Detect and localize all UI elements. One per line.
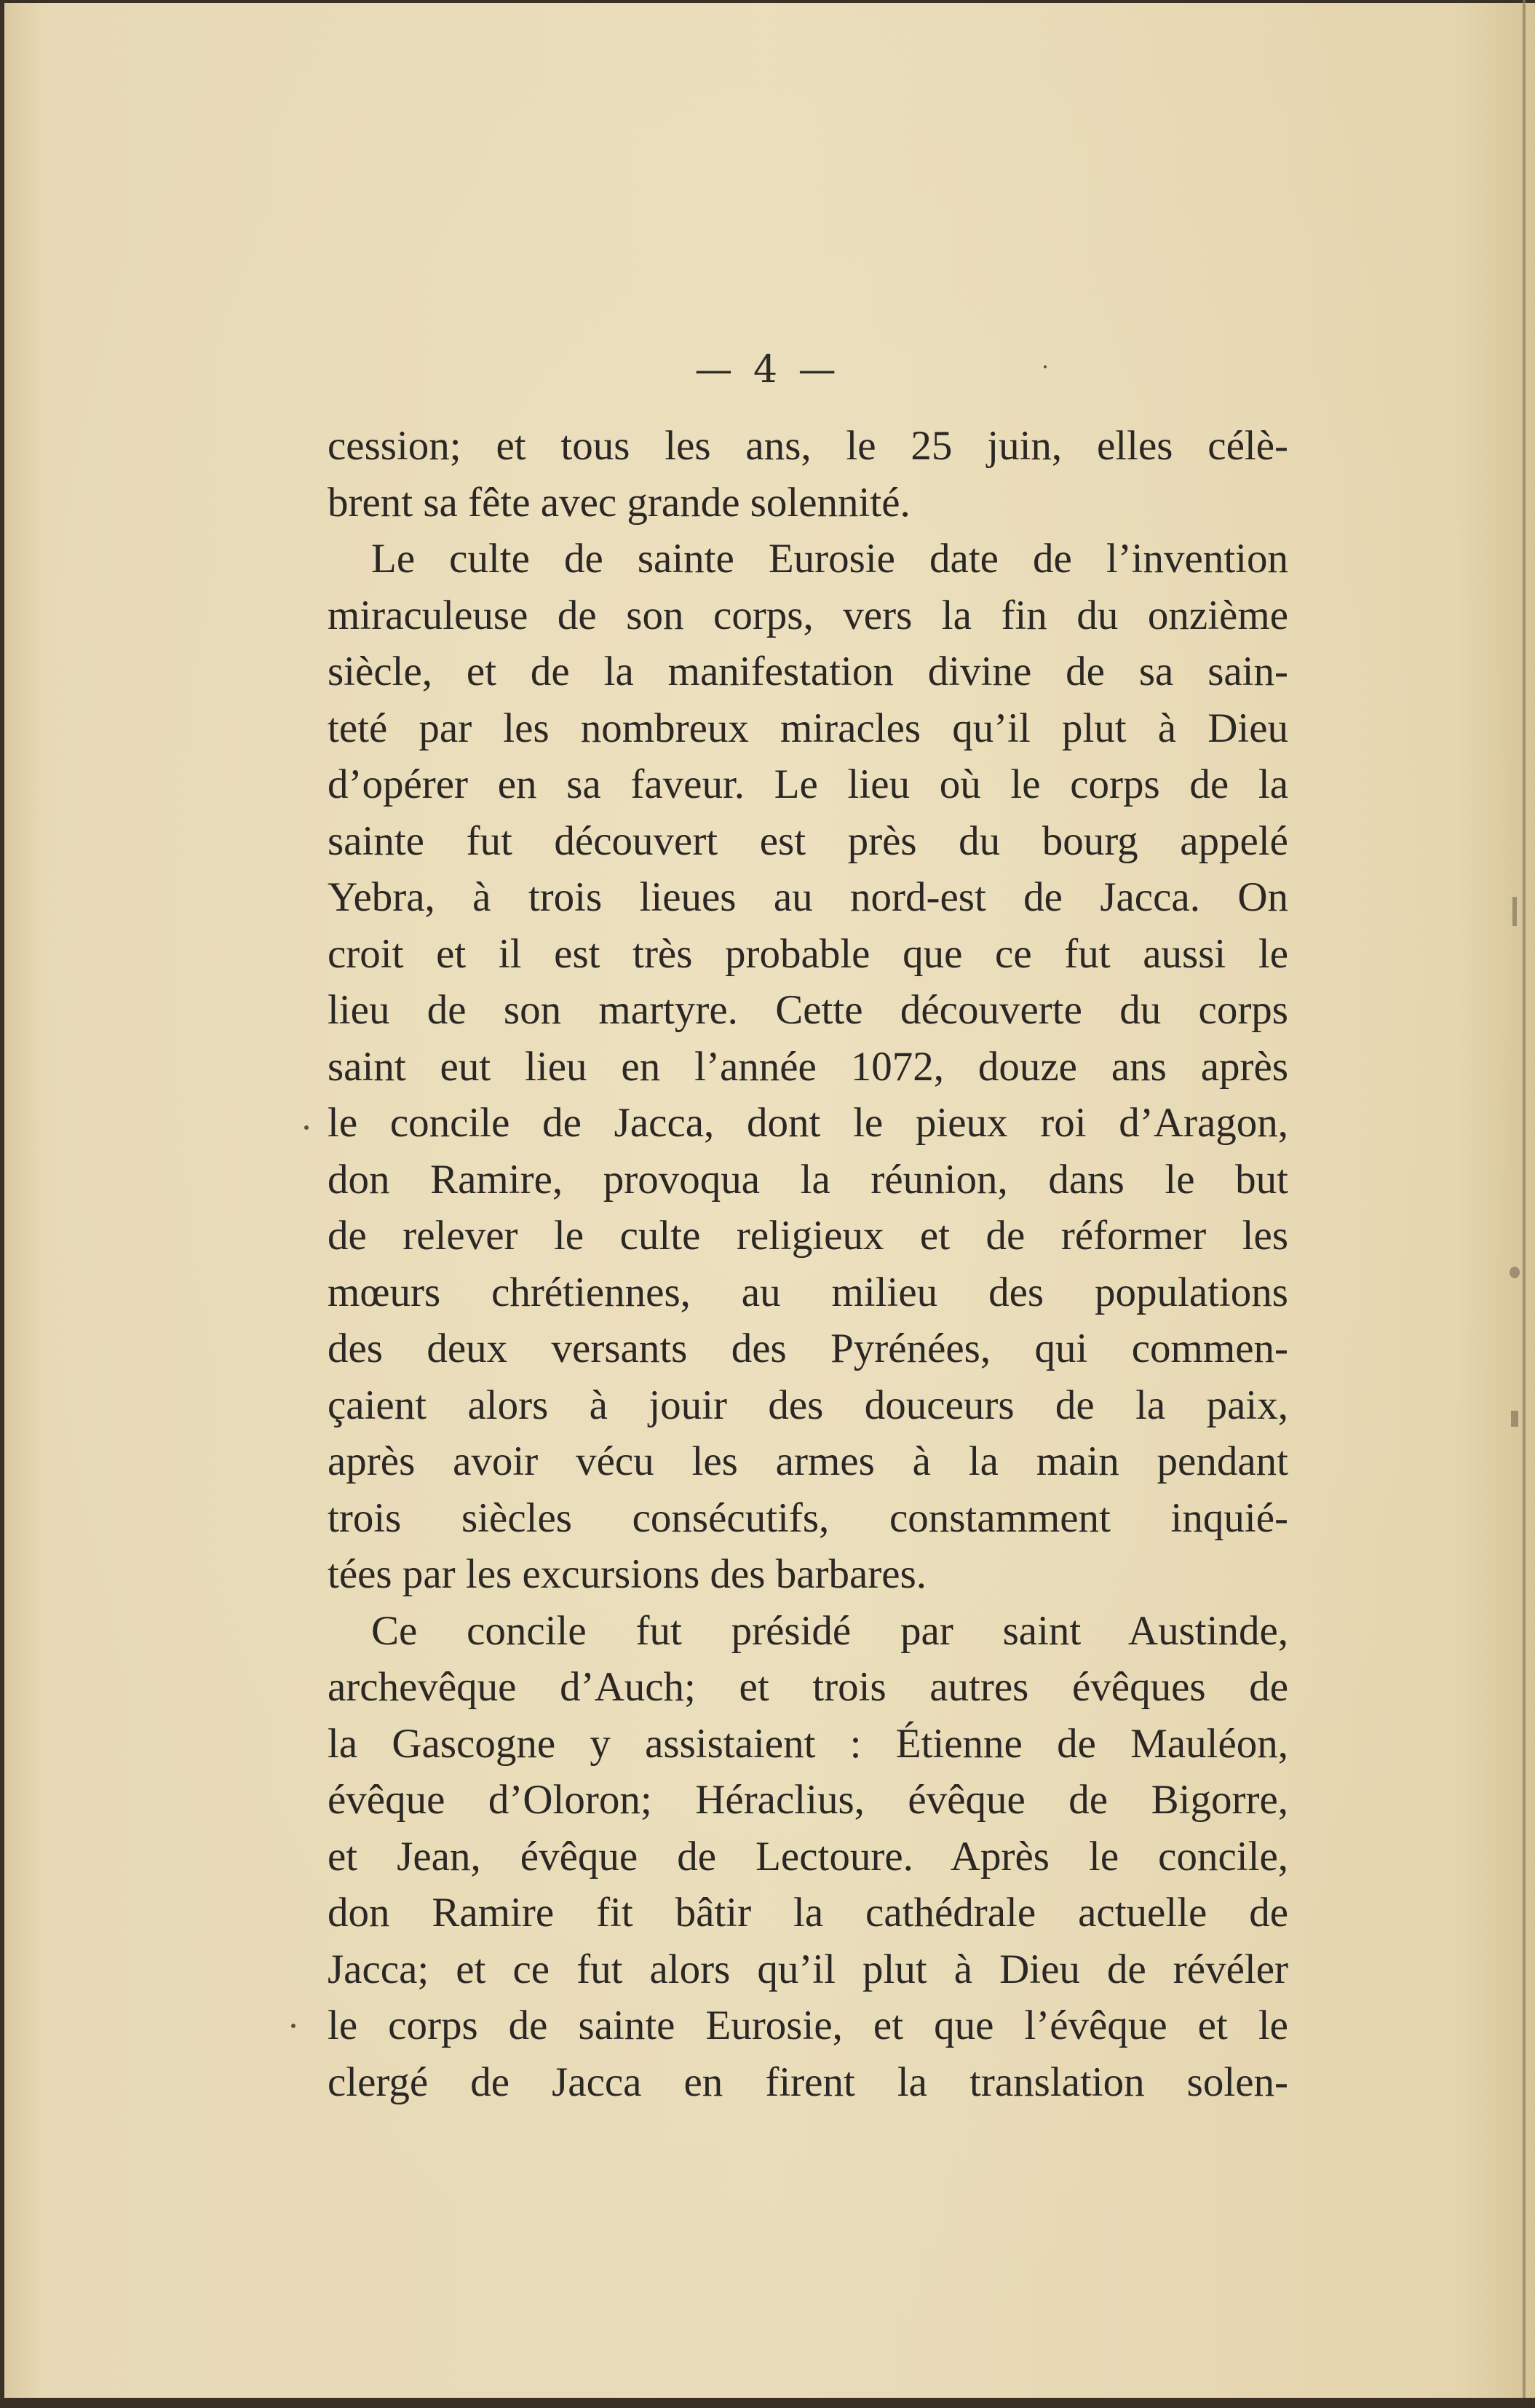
text-line: lieu de son martyre. Cette découverte du corps: [328, 987, 1288, 1033]
text-line: don Ramire, provoqua la réunion, dans le but: [328, 1156, 1288, 1203]
text-line: cession; et tous les ans, le 25 juin, elles célè-: [328, 423, 1288, 469]
text-line: sainte fut découvert est près du bourg appelé: [328, 817, 1288, 864]
margin-dot: [1044, 365, 1047, 368]
text-line: çaient alors à jouir des douceurs de la paix,: [328, 1382, 1288, 1428]
text-line: Ce concile fut présidé par saint Austinde,: [371, 1607, 1288, 1654]
text-line: la Gascogne y assistaient : Étienne de Mauléon,: [328, 1720, 1288, 1767]
text-line: d’opérer en sa faveur. Le lieu où le corps de la: [328, 761, 1288, 807]
body-text: [328, 418, 1288, 2110]
text-line: Yebra, à trois lieues au nord-est de Jacca. On: [328, 874, 1288, 920]
text-line: le corps de sainte Eurosie, et que l’évêque et le: [328, 2003, 1288, 2048]
text-line: et Jean, évêque de Lectoure. Après le concile,: [328, 1833, 1288, 1880]
margin-smudge: [1510, 1267, 1520, 1278]
text-line: des deux versants des Pyrénées, qui commen-: [328, 1326, 1288, 1371]
text-line: clergé de Jacca en firent la translation solen-: [328, 2059, 1288, 2105]
text-line: mœurs chrétiennes, au milieu des populations: [328, 1269, 1288, 1315]
text-line: croit et il est très probable que ce fut aussi le: [328, 930, 1288, 977]
page-bottom-edge: [0, 2398, 1535, 2408]
text-line: trois siècles consécutifs, constamment inquié-: [328, 1494, 1288, 1541]
text-line: Le culte de sainte Eurosie date de l’invention: [371, 536, 1288, 582]
text-line: miraculeuse de son corps, vers la fin du onzième: [328, 592, 1288, 638]
text-line: archevêque d’Auch; et trois autres évêques de: [328, 1664, 1288, 1710]
text-line: don Ramire fit bâtir la cathédrale actuelle de: [328, 1890, 1288, 1936]
text-line: après avoir vécu les armes à la main pendant: [328, 1438, 1288, 1484]
text-line: teté par les nombreux miracles qu’il plut à Dieu: [328, 705, 1288, 751]
margin-dot: [291, 2024, 296, 2028]
text-line: siècle, et de la manifestation divine de sa sain-: [328, 649, 1288, 694]
text-line: Jacca; et ce fut alors qu’il plut à Dieu de révéler: [328, 1946, 1288, 1992]
text-line: brent sa fête avec grande solennité.: [328, 479, 911, 526]
page-top-edge: [0, 0, 1535, 3]
margin-dot: [304, 1125, 309, 1130]
text-line: évêque d’Oloron; Héraclius, évêque de Bigorre,: [328, 1777, 1288, 1823]
text-line: tées par les excursions des barbares.: [328, 1551, 927, 1597]
margin-smudge: [1512, 897, 1517, 926]
margin-smudge: [1511, 1411, 1518, 1427]
text-line: saint eut lieu en l’année 1072, douze ans après: [328, 1043, 1288, 1090]
page-number: — 4 —: [694, 348, 841, 392]
text-line: de relever le culte religieux et de réformer les: [328, 1213, 1288, 1259]
text-line: le concile de Jacca, dont le pieux roi d’Aragon,: [328, 1100, 1288, 1146]
